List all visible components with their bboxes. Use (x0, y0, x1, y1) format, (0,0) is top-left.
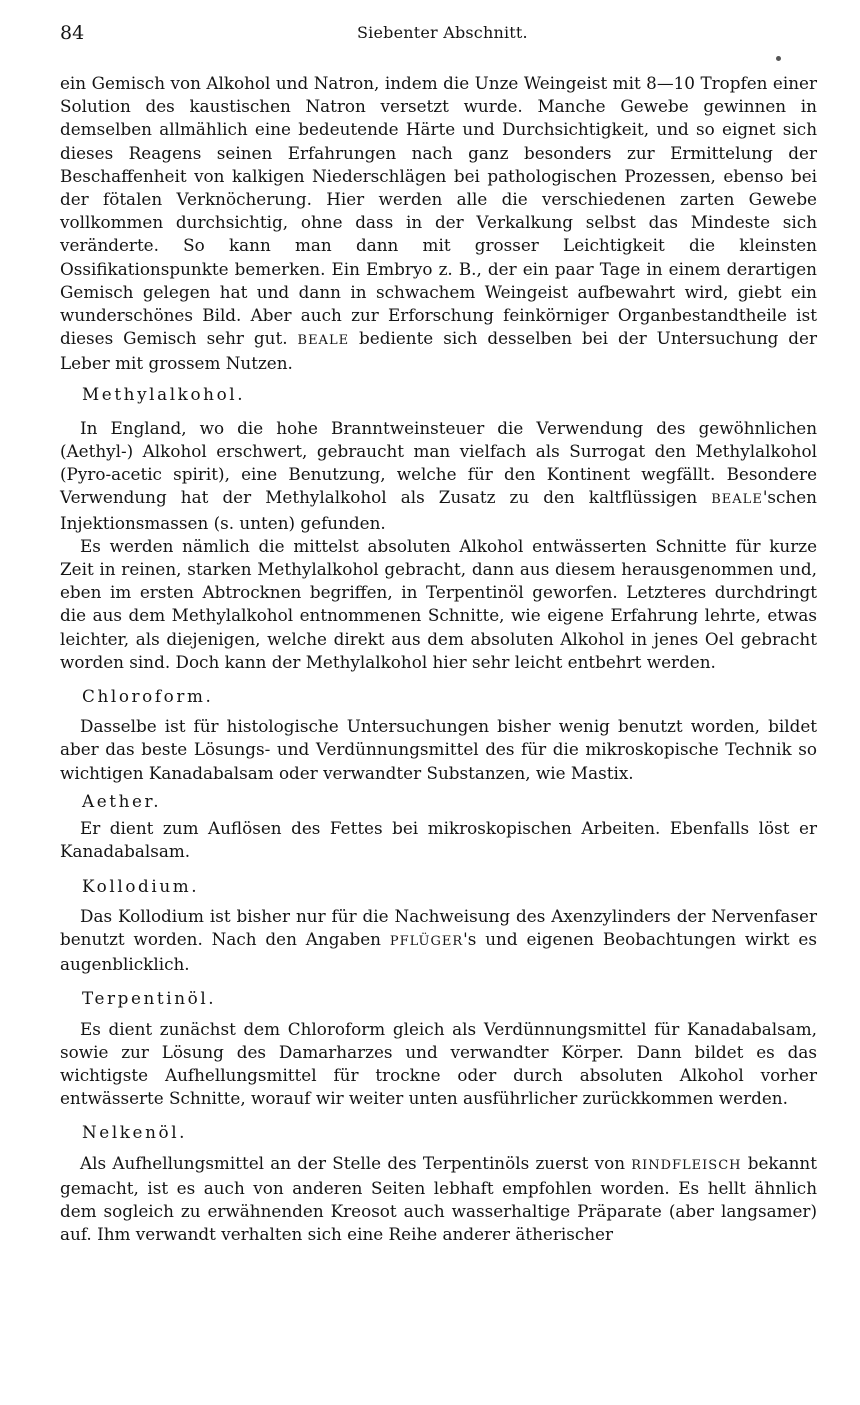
intro-paragraph (60, 72, 817, 376)
author-name: RINDFLEISCH (631, 1157, 742, 1173)
section-heading-chloroform: Chloroform. (82, 686, 214, 707)
paragraph-text: bekannt gemacht, ist es auch von anderen Seiten lebhaft empfohlen worden. Es hellt ähnlich dem sogleich zu erwähnenden Kreosot auch wasserhaltige Präparate (aber langsamer) auf. Ihm verwandt verhalten sich eine Reihe anderer ätherischer (60, 1152, 817, 1245)
author-name: PFLÜGER (389, 933, 464, 949)
author-name: BEALE (711, 492, 763, 508)
page-body (60, 72, 817, 1246)
nelkenoel-paragraph (60, 1152, 817, 1247)
paragraph-text: Als Aufhellungsmittel an der Stelle des Terpentinöls zuerst von (80, 1152, 626, 1173)
terpentinoel-paragraph: Es dient zunächst dem Chloroform gleich als Verdünnungsmittel für Kanadabalsam, sowie zur Lösung des Damarharzes und verwandter Körper. Dann bildet es das wichtigste Aufhellungsmittel für trockne oder durch absoluten Alkohol vorher entwässerte Schnitte, worauf wir weiter unten ausführlicher zurückkommen werden. (60, 1018, 817, 1109)
paragraph-text: In England, wo die hohe Branntweinsteuer die Verwendung des gewöhnlichen (Aethyl-) Alkohol erschwert, gebraucht man vielfach als Surrogat den Methylalkohol (Pyro-acetic spirit), eine Benutzung, welche für den Kontinent wegfällt. Besondere Verwendung hat der Methylalkohol als Zusatz zu den kaltflüssigen (60, 417, 817, 508)
running-title: Siebenter Abschnitt. (357, 23, 528, 42)
author-name: BEALE (297, 333, 350, 349)
kollodium-paragraph (60, 905, 817, 977)
section-heading-kollodium: Kollodium. (82, 875, 200, 896)
print-speck (776, 56, 781, 61)
section-heading-nelkenoel: Nelkenöl. (82, 1122, 188, 1143)
page-number: 84 (60, 22, 85, 44)
intro-text-end: bediente sich desselben bei der Untersuchung der Leber mit grossem Nutzen. (60, 328, 817, 374)
section-heading-methylalkohol: Methylalkohol. (82, 383, 246, 404)
chloroform-paragraph: Dasselbe ist für histologische Untersuchungen bisher wenig benutzt worden, bildet aber das beste Lösungs- und Verdünnungsmittel des für die mikroskopische Technik so wichtigen Kanadabalsam oder verwandter Substanzen, wie Mastix. (60, 716, 817, 783)
section-heading-aether: Aether. (82, 790, 162, 811)
section-heading-terpentinoel: Terpentinöl. (82, 988, 217, 1009)
page-header (60, 22, 820, 48)
intro-text: ein Gemisch von Alkohol und Natron, indem die Unze Weingeist mit 8—10 Tropfen einer Solution des kaustischen Natron versetzt wurde. Manche Gewebe gewinnen in demselben allmählich eine bedeutende Härte und Durchsichtigkeit, und so eignet sich dieses Reagens seinen Erfahrungen nach ganz besonders zur Ermittelung der Beschaffenheit von kalkigen Niederschlägen bei pathologischen Prozessen, ebenso bei der fötalen Verknöcherung. Hier werden alle die verschiedenen zarten Gewebe vollkommen durchsichtig, ohne dass in der Verkalkung selbst das Mindeste sich veränderte. So kann man dann mit grosser Leichtigkeit die kleinsten Ossifikationspunkte bemerken. Ein Embryo z. B., der ein paar Tage in einem derartigen Gemisch gelegen hat und dann in schwachem Weingeist aufbewahrt wird, giebt ein wunderschönes Bild. Aber auch zur Erforschung feinkörniger Organbestandtheile ist dieses Gemisch sehr gut. (60, 73, 817, 349)
paragraph-text: 's und eigenen Beobachtungen wirkt es augenblicklich. (60, 928, 817, 975)
methylalkohol-paragraph-2: Es werden nämlich die mittelst absoluten Alkohol entwässerten Schnitte für kurze Zeit in reinen, starken Methylalkohol gebracht, dann aus diesem herausgenommen und, eben im ersten Abtrocknen begriffen, in Terpentinöl geworfen. Letzteres durchdringt die aus dem Methylalkohol entnommenen Schnitte, wie eigene Erfahrung lehrte, etwas leichter, als diejenigen, welche direkt aus dem absoluten Alkohol in jenes Oel gebracht worden sind. Doch kann der Methylalkohol hier sehr leicht entbehrt werden. (60, 535, 817, 672)
paragraph-text: 'schen Injektionsmassen (s. unten) gefunden. (60, 487, 817, 533)
paragraph-text: Das Kollodium ist bisher nur für die Nachweisung des Axenzylinders der Nervenfaser benutzt worden. Nach den Angaben (60, 905, 817, 949)
aether-paragraph: Er dient zum Auflösen des Fettes bei mikroskopischen Arbeiten. Ebenfalls löst er Kanadabalsam. (60, 818, 817, 862)
methylalkohol-paragraph-1 (60, 417, 817, 535)
